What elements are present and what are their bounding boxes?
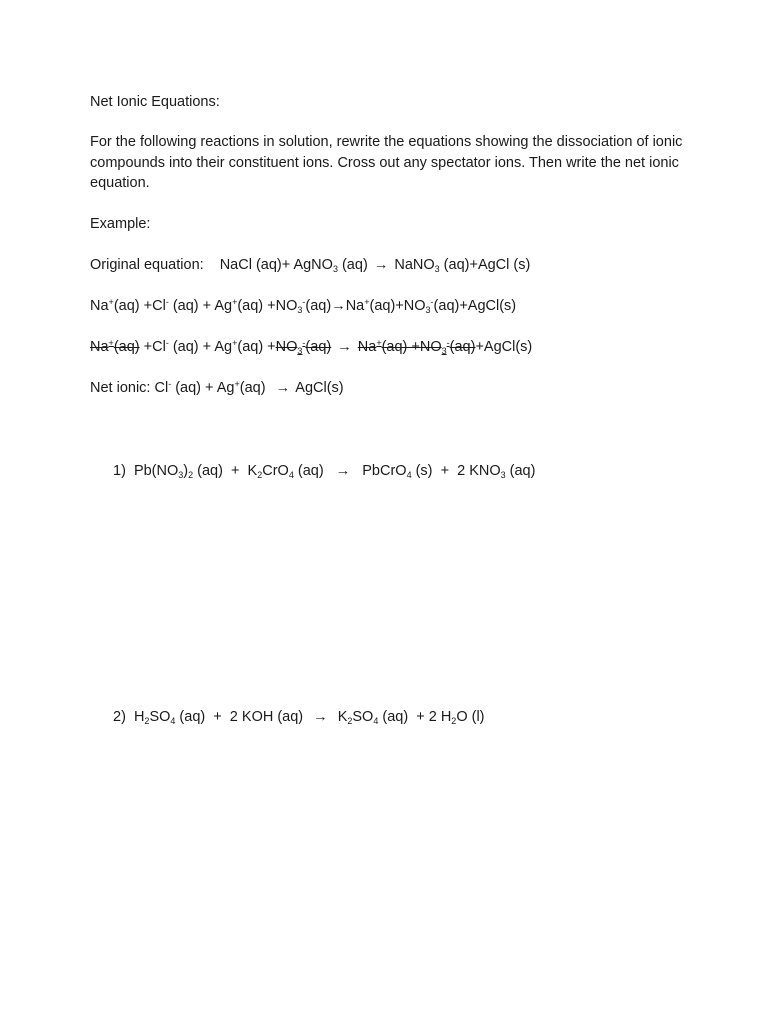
eq-text: (aq) + Ag bbox=[168, 339, 233, 355]
spectator-ions-right-struck bbox=[358, 339, 476, 355]
eq-text: +AgCl(s) bbox=[475, 339, 533, 355]
eq-text: (aq) +NO bbox=[237, 298, 298, 314]
eq-text: O (l) bbox=[456, 709, 485, 725]
eq-subscript: 4 bbox=[373, 716, 379, 726]
eq-text: SO bbox=[149, 709, 171, 725]
eq-text: SO bbox=[352, 709, 374, 725]
spectator-ion-na-struck bbox=[90, 339, 140, 355]
problem-2 bbox=[113, 707, 485, 727]
eq-text: (aq) bbox=[337, 257, 368, 273]
eq-text: (aq) + 2 H bbox=[378, 709, 452, 725]
eq-charge: - bbox=[430, 297, 434, 307]
eq-charge: + bbox=[232, 338, 238, 348]
eq-charge: - bbox=[165, 297, 169, 307]
eq-text: AgCl(s) bbox=[295, 380, 344, 396]
eq-text: (aq) bbox=[305, 298, 332, 314]
eq-text: (aq) + Ag bbox=[168, 298, 233, 314]
eq-charge: + bbox=[108, 297, 114, 307]
eq-text: +Cl bbox=[139, 339, 166, 355]
eq-text: (aq) + 2 KOH (aq) bbox=[175, 709, 304, 725]
eq-text: (aq) bbox=[239, 380, 266, 396]
eq-text: (aq) bbox=[305, 339, 332, 355]
eq-subscript: 2 bbox=[188, 470, 194, 480]
eq-text: CrO bbox=[262, 463, 289, 479]
eq-subscript: 2 bbox=[144, 716, 150, 726]
spectator-ion-no3-struck bbox=[276, 339, 332, 355]
reaction-arrow: → bbox=[331, 298, 346, 314]
eq-text: ) bbox=[183, 463, 189, 479]
eq-text: (aq) bbox=[293, 463, 324, 479]
eq-subscript: 2 bbox=[451, 716, 457, 726]
eq-charge: - bbox=[446, 338, 450, 348]
original-equation bbox=[90, 255, 530, 275]
reaction-arrow: → bbox=[335, 463, 351, 479]
eq-charge: + bbox=[108, 338, 114, 348]
eq-charge: + bbox=[232, 297, 238, 307]
eq-charge: + bbox=[376, 338, 382, 348]
reaction-arrow: → bbox=[337, 339, 352, 355]
eq-text: H bbox=[133, 709, 145, 725]
instructions-paragraph: For the following reactions in solution, rewrite the equations showing the dissociation of ionic compounds into their constituent ions. Cross out any spectator ions. Then write the net ionic equation. bbox=[90, 134, 683, 191]
example-heading: Example: bbox=[90, 216, 151, 232]
eq-text: (aq)+AgCl(s) bbox=[433, 298, 517, 314]
eq-subscript: 3 bbox=[425, 305, 431, 315]
eq-subscript: 3 bbox=[297, 305, 303, 315]
net-ionic-label: Net ionic: bbox=[90, 380, 151, 396]
eq-text: (aq)+AgCl (s) bbox=[439, 257, 531, 273]
eq-charge: - bbox=[302, 338, 306, 348]
eq-charge: - bbox=[165, 338, 169, 348]
eq-charge: - bbox=[302, 297, 306, 307]
eq-subscript: 3 bbox=[297, 346, 303, 356]
net-ionic-equation bbox=[90, 378, 344, 398]
eq-charge: - bbox=[168, 379, 172, 389]
eq-text: (aq)+NO bbox=[369, 298, 426, 314]
eq-text: K bbox=[337, 709, 348, 725]
eq-subscript: 3 bbox=[441, 346, 447, 356]
eq-text: NaCl (aq)+ AgNO bbox=[219, 257, 333, 273]
eq-text: Na bbox=[90, 298, 109, 314]
eq-text: NO bbox=[275, 339, 298, 355]
eq-subscript: 2 bbox=[257, 470, 263, 480]
eq-subscript: 3 bbox=[500, 470, 506, 480]
eq-text: (aq) +Cl bbox=[113, 298, 166, 314]
eq-text: Pb(NO bbox=[133, 463, 179, 479]
eq-subscript: 3 bbox=[178, 470, 184, 480]
eq-text: (aq) bbox=[449, 339, 476, 355]
crossed-equation bbox=[90, 337, 532, 357]
eq-text: (aq) + bbox=[237, 339, 276, 355]
eq-subscript: 3 bbox=[434, 264, 440, 274]
reaction-arrow: → bbox=[373, 257, 389, 273]
eq-text: PbCrO bbox=[362, 463, 407, 479]
eq-text: Na bbox=[90, 339, 109, 355]
problem-number: 2) bbox=[113, 709, 126, 725]
eq-subscript: 2 bbox=[347, 716, 353, 726]
eq-text: (aq) + K bbox=[193, 463, 258, 479]
dissociated-equation bbox=[90, 296, 516, 316]
problem-1 bbox=[113, 461, 535, 481]
eq-charge: + bbox=[364, 297, 370, 307]
eq-text: NaNO bbox=[394, 257, 435, 273]
eq-subscript: 3 bbox=[332, 264, 338, 274]
eq-charge: + bbox=[234, 379, 240, 389]
eq-text: (aq) bbox=[505, 463, 536, 479]
eq-text: Cl bbox=[154, 380, 169, 396]
eq-text: Na bbox=[345, 298, 365, 314]
eq-subscript: 4 bbox=[288, 470, 294, 480]
eq-text: (s) + 2 KNO bbox=[411, 463, 501, 479]
eq-text: (aq) + Ag bbox=[171, 380, 235, 396]
eq-subscript: 4 bbox=[406, 470, 412, 480]
eq-text: Na bbox=[357, 339, 377, 355]
original-equation-label: Original equation: bbox=[90, 257, 204, 273]
eq-subscript: 4 bbox=[170, 716, 176, 726]
eq-text: (aq) +NO bbox=[381, 339, 442, 355]
page-title: Net Ionic Equations: bbox=[90, 94, 220, 110]
reaction-arrow: → bbox=[313, 709, 328, 725]
problem-number: 1) bbox=[113, 463, 126, 479]
reaction-arrow: → bbox=[275, 380, 291, 396]
eq-text: (aq) bbox=[113, 339, 140, 355]
